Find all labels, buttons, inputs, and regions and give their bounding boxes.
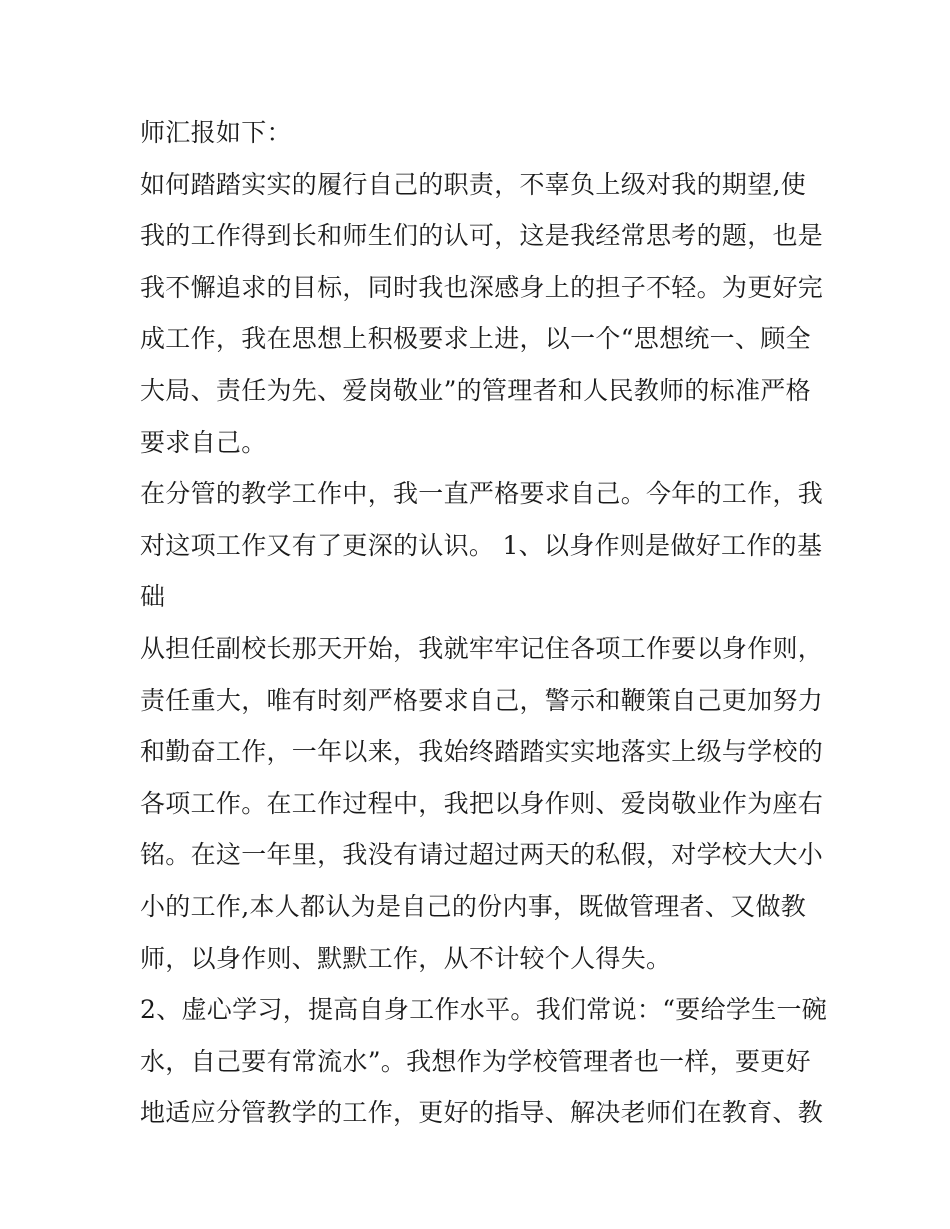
text-line: 我不懈追求的目标，同时我也深感身上的担子不轻。为更好完 [140,272,824,302]
text-line: 师汇报如下： [140,118,292,147]
text-line: 水，自己要有常流水”。我想作为学校管理者也一样，要更好 [140,1046,811,1076]
text-line: 小的工作,本人都认为是自己的份内事，既做管理者、又做教 [140,891,807,921]
text-line: 要求自己。 [140,427,267,457]
text-line: 础 [140,582,166,612]
text-line: 地适应分管教学的工作，更好的指导、解决老师们在教育、教 [140,1098,824,1128]
text-line: 成工作，我在思想上积极要求上进，以一个“思想统一、顾全 [140,324,811,354]
text-line: 如何踏踏实实的履行自己的职责，不辜负上级对我的期望,使 [140,169,807,199]
text-line: 和勤奋工作，一年以来，我始终踏踏实实地落实上级与学校的 [140,737,824,767]
text-line: 各项工作。在工作过程中，我把以身作则、爱岗敬业作为座右 [140,788,824,818]
text-line: 师，以身作则、默默工作，从不计较个人得失。 [140,943,672,973]
text-line: 对这项工作又有了更深的认识。 1、以身作则是做好工作的基 [140,530,823,560]
text-line: 责任重大，唯有时刻严格要求自己，警示和鞭策自己更加努力 [140,685,824,715]
text-line: 我的工作得到长和师生们的认可，这是我经常思考的题，也是 [140,221,824,251]
text-line: 在分管的教学工作中，我一直严格要求自己。今年的工作，我 [140,479,824,509]
document-page [140,107,828,1139]
text-line: 铭。在这一年里，我没有请过超过两天的私假，对学校大大小 [140,840,824,870]
text-line: 从担任副校长那天开始，我就牢牢记住各项工作要以身作则， [140,633,824,663]
text-line: 2、虚心学习，提高自身工作水平。我们常说：“要给学生一碗 [140,995,828,1025]
text-line: 大局、责任为先、爱岗敬业”的管理者和人民教师的标准严格 [140,375,811,405]
